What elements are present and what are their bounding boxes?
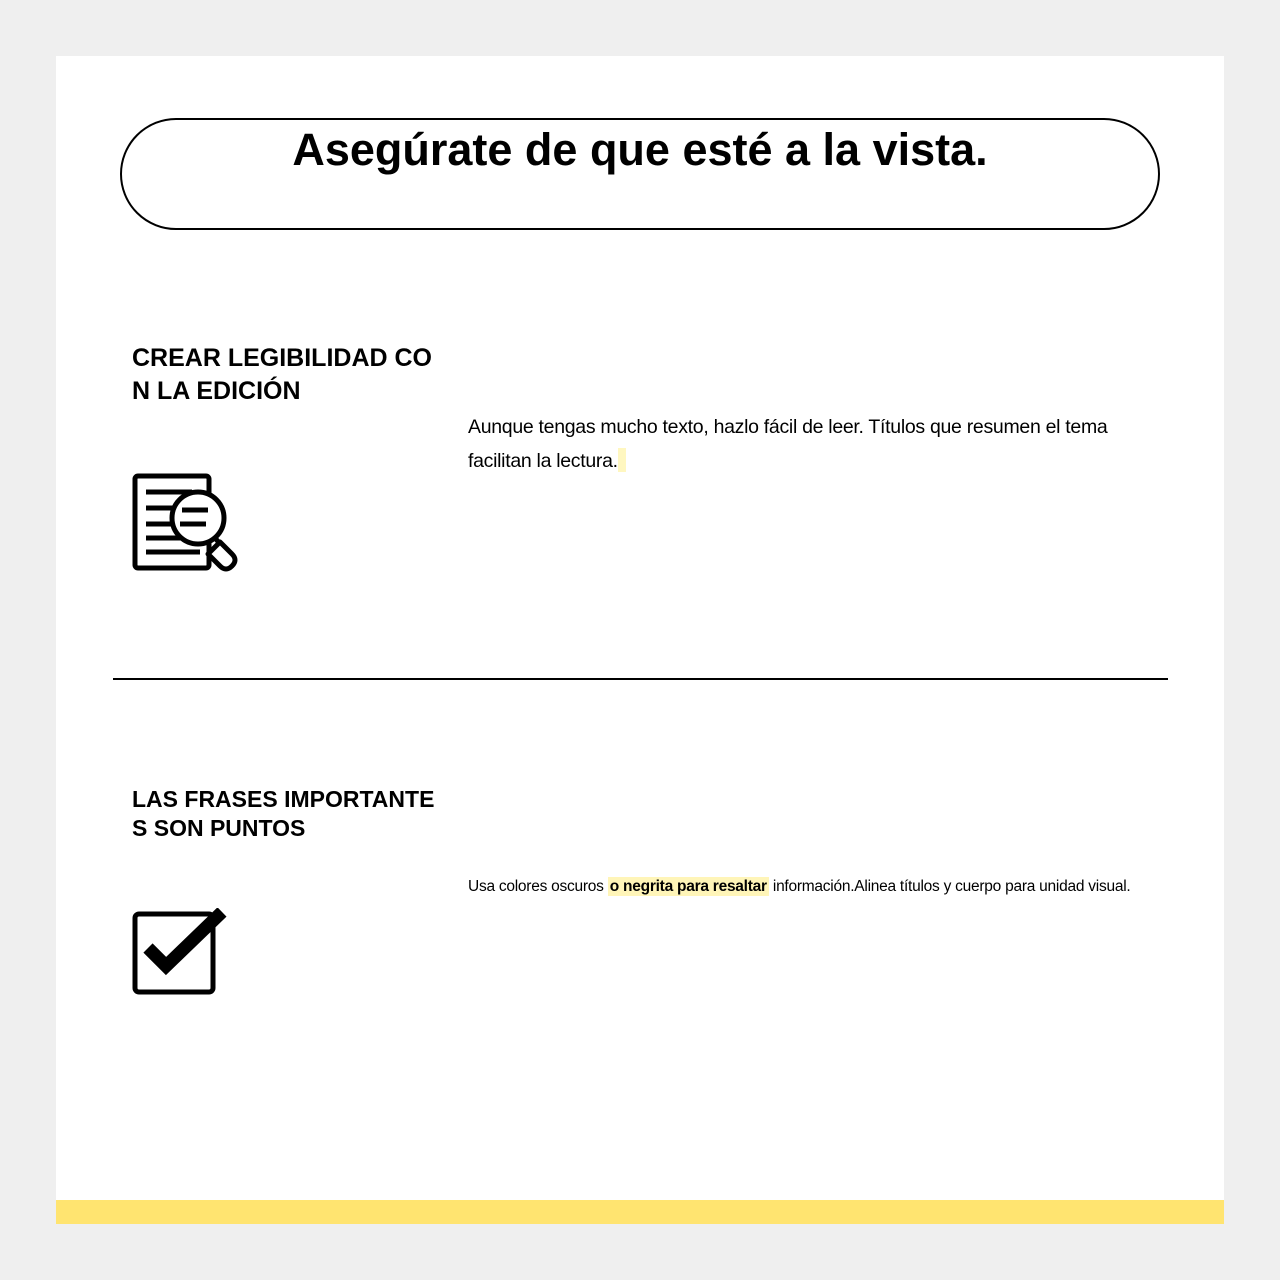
title-pill	[120, 118, 1160, 230]
body-text-after: información.Alinea títulos y cuerpo para unidad visual.	[768, 878, 1131, 895]
footer-accent-bar	[56, 1200, 1224, 1224]
highlighted-phrase: o negrita para resaltar	[609, 878, 767, 895]
section-divider	[113, 678, 1168, 680]
highlight-mark	[618, 448, 626, 472]
section-body-legibility	[468, 410, 1168, 478]
page	[56, 56, 1224, 1224]
section-heading-key-phrases: LAS FRASES IMPORTANTES SON PUNTOS	[132, 786, 435, 841]
checkbox-checked-icon	[132, 908, 228, 1001]
body-text-before: Usa colores oscuros	[468, 878, 608, 895]
page-title: Asegúrate de que esté a la vista.	[292, 124, 988, 175]
document-search-icon	[132, 472, 244, 577]
section-body-key-phrases	[468, 876, 1178, 898]
section-heading-legibility: CREAR LEGIBILIDAD CON LA EDICIÓN	[132, 344, 432, 405]
section-body-text: Aunque tengas mucho texto, hazlo fácil de leer. Títulos que resumen el tema facilitan la lectura.	[468, 416, 1108, 472]
